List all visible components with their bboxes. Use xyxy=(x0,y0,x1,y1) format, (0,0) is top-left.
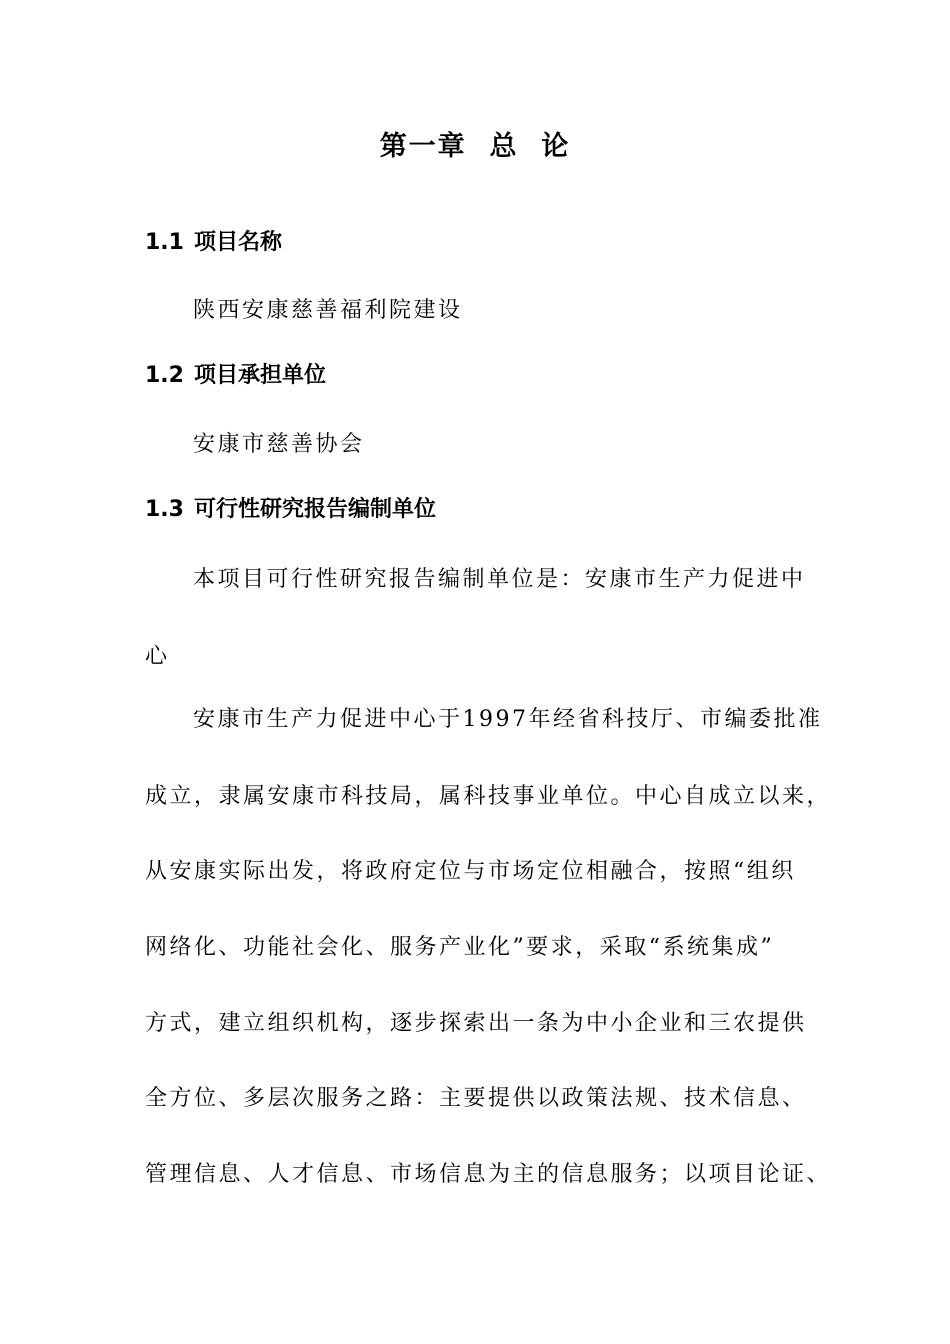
body-line: 安康市生产力促进中心于1997年经省科技厅、市编委批准 xyxy=(193,707,823,732)
section-title: 项目名称 xyxy=(193,230,282,255)
section-number: 1.2 xyxy=(145,363,184,388)
body-line: 全方位、多层次服务之路：主要提供以政策法规、技术信息、 xyxy=(145,1086,807,1111)
body-line: 网络化、功能社会化、服务产业化”要求，采取“系统集成” xyxy=(145,935,775,960)
section-title: 可行性研究报告编制单位 xyxy=(193,497,436,522)
section-heading-1-2 xyxy=(145,362,326,390)
body-line: 成立，隶属安康市科技局，属科技事业单位。中心自成立以来， xyxy=(145,784,832,809)
chapter-title: 第一章 总 论 xyxy=(379,131,571,162)
section-heading-1-1 xyxy=(145,229,282,257)
body-line: 管理信息、人才信息、市场信息为主的信息服务；以项目论证、 xyxy=(145,1162,832,1187)
section-title: 项目承担单位 xyxy=(193,363,326,388)
section-number: 1.1 xyxy=(145,230,184,255)
section-number: 1.3 xyxy=(145,497,184,522)
section-heading-1-3 xyxy=(145,496,436,524)
section-text-1-1: 陕西安康慈善福利院建设 xyxy=(193,298,463,323)
body-line: 本项目可行性研究报告编制单位是：安康市生产力促进中 xyxy=(193,567,806,592)
body-line: 从安康实际出发，将政府定位与市场定位相融合，按照“组织 xyxy=(145,859,796,884)
body-line: 心 xyxy=(145,644,170,669)
body-line: 方式，建立组织机构，逐步探索出一条为中小企业和三农提供 xyxy=(145,1011,807,1036)
section-text-1-2: 安康市慈善协会 xyxy=(193,432,365,457)
